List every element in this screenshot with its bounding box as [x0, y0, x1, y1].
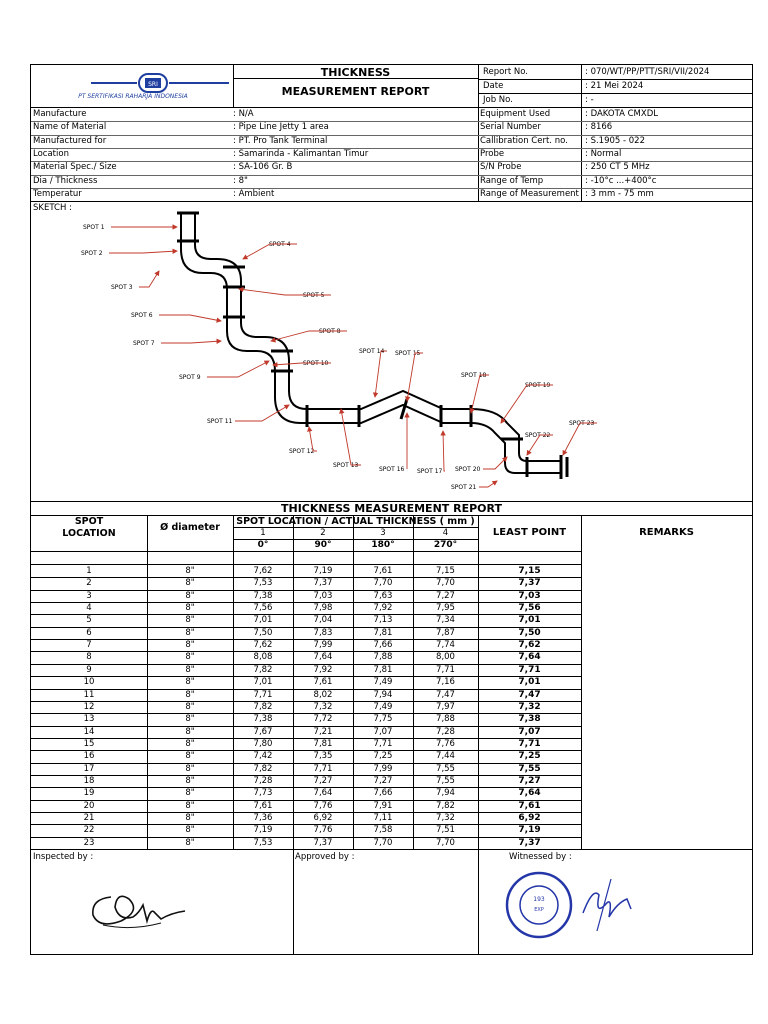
table-cell: 7,98: [313, 603, 333, 614]
table-cell: 12: [83, 701, 95, 712]
table-cell: 7,62: [253, 566, 273, 576]
table-cell: 8": [185, 738, 195, 749]
spot-arrow: [207, 361, 269, 377]
left-info-value: : Ambient: [233, 188, 275, 199]
table-row: [31, 664, 581, 676]
table-cell: 7,70: [373, 837, 393, 848]
table-row: [31, 676, 581, 688]
table-cell: 7,64: [313, 652, 333, 663]
table-cell: 7,99: [373, 763, 393, 774]
table-row: [31, 726, 581, 738]
table-cell: 7,71: [373, 738, 393, 749]
title-line2: MEASUREMENT REPORT: [281, 85, 430, 98]
table-cell: 7,82: [253, 701, 273, 712]
table-cell: 7,01: [253, 677, 273, 688]
table-cell: 8": [185, 837, 195, 848]
table-cell: 7,63: [373, 590, 393, 601]
table-cell: 7,38: [253, 590, 273, 601]
least-point-cell: 7,27: [518, 775, 541, 786]
spot-arrow: [139, 271, 159, 287]
table-cell: 7: [86, 640, 92, 651]
table-cell: 21: [83, 813, 95, 823]
table-cell: 7,61: [253, 800, 273, 811]
table-cell: 8,00: [436, 652, 455, 663]
table-cell: 7,81: [373, 664, 393, 675]
least-point-cell: 7,01: [518, 677, 541, 688]
spot-label: SPOT 6: [131, 312, 153, 319]
table-cell: 7,49: [373, 701, 393, 712]
table-cell: 8": [185, 689, 195, 700]
table-cell: 23: [83, 837, 95, 848]
table-row: [31, 602, 581, 614]
table-cell: 7,28: [436, 726, 455, 737]
right-info-label: S/N Probe: [480, 162, 522, 173]
svg-text:SRI: SRI: [148, 81, 158, 88]
left-info-value: : PT. Pro Tank Terminal: [233, 135, 328, 146]
table-cell: 7,88: [373, 652, 393, 663]
col-spot-2: LOCATION: [62, 528, 116, 539]
spot-arrow: [161, 341, 221, 343]
col-spot-1: SPOT: [74, 516, 104, 527]
table-cell: 6: [86, 627, 92, 638]
spot-label: SPOT 14: [359, 348, 385, 355]
table-cell: 20: [83, 800, 95, 811]
spot-label: SPOT 12: [289, 448, 315, 455]
left-info-label: Material Spec./ Size: [33, 162, 117, 173]
table-cell: 7,82: [253, 763, 273, 774]
table-cell: 7,44: [436, 751, 455, 762]
spot-label: SPOT 13: [333, 462, 359, 469]
table-cell: 7,76: [436, 738, 455, 749]
right-info-label: Callibration Cert. no.: [480, 135, 568, 146]
table-cell: 7,03: [313, 590, 333, 601]
table-cell: 7,97: [436, 701, 455, 712]
header-info-label: Job No.: [483, 95, 513, 105]
table-cell: 3: [86, 590, 92, 601]
spot-label: SPOT 5: [303, 292, 325, 299]
table-cell: 7,32: [436, 813, 455, 823]
left-info-value: : SA-106 Gr. B: [233, 162, 293, 173]
spot-label: SPOT 9: [179, 374, 201, 381]
spot-arrow: [159, 315, 221, 321]
table-cell: 8": [185, 627, 195, 638]
table-row: [31, 800, 581, 812]
table-row: [31, 614, 581, 626]
table-cell: 7,16: [436, 677, 455, 688]
table-row: [31, 738, 581, 750]
col-number: 4: [442, 528, 449, 538]
spot-label: SPOT 23: [569, 420, 595, 427]
right-info-label: Equipment Used: [480, 109, 551, 119]
right-info-value: : DAKOTA CMXDL: [585, 109, 658, 119]
table-cell: 8": [185, 775, 195, 786]
table-cell: 7,82: [436, 800, 455, 811]
least-point-cell: 7,56: [518, 603, 541, 614]
table-cell: 8": [185, 590, 195, 601]
table-row: [31, 577, 581, 589]
table-cell: 8": [185, 640, 195, 651]
table-cell: 7,53: [253, 837, 273, 848]
table-cell: 7,95: [436, 603, 455, 614]
table-cell: 8,08: [253, 652, 273, 663]
table-cell: 7,53: [253, 578, 273, 589]
least-point-cell: 7,71: [518, 738, 541, 749]
table-cell: 4: [86, 603, 92, 614]
company-name: PT SERTIFIKASI RAHARJA INDONESIA: [78, 93, 188, 100]
table-cell: 7,71: [313, 763, 333, 774]
table-cell: 7,58: [373, 825, 393, 836]
table-row: [31, 590, 581, 602]
table-cell: 7,92: [313, 664, 333, 675]
spot-label: SPOT 1: [83, 224, 105, 231]
table-cell: 7,87: [436, 627, 455, 638]
spot-label: SPOT 4: [269, 241, 291, 248]
table-row: [31, 824, 581, 836]
table-cell: 7,75: [373, 714, 393, 725]
least-point-cell: 7,47: [518, 689, 541, 700]
table-cell: 8: [86, 652, 92, 663]
least-point-cell: 7,38: [518, 714, 541, 725]
table-cell: 7,74: [436, 640, 455, 651]
col-group: SPOT LOCATION / ACTUAL THICKNESS ( mm ): [236, 516, 475, 527]
col-least: LEAST POINT: [492, 527, 567, 538]
table-cell: 1: [86, 566, 92, 576]
right-info-label: Probe: [480, 148, 505, 159]
table-cell: 7,71: [436, 664, 455, 675]
table-cell: 7,67: [253, 726, 273, 737]
table-cell: 7,28: [253, 775, 273, 786]
least-point-cell: 7,25: [518, 751, 541, 762]
left-info-label: Location: [33, 148, 69, 159]
table-row: [31, 812, 581, 824]
spot-label: SPOT 11: [207, 418, 233, 425]
least-point-cell: 7,61: [518, 800, 541, 811]
table-cell: 7,34: [436, 615, 455, 626]
spot-arrow: [479, 481, 497, 487]
spot-label: SPOT 10: [303, 360, 329, 367]
table-cell: 8": [185, 566, 195, 576]
table-cell: 8": [185, 813, 195, 823]
table-row: [31, 689, 581, 701]
table-cell: 7,37: [313, 578, 333, 589]
least-point-cell: 7,03: [518, 590, 541, 601]
least-point-cell: 7,32: [518, 701, 541, 712]
table-cell: 7,01: [253, 615, 273, 626]
table-row: [31, 627, 581, 639]
spot-label: SPOT 21: [451, 484, 477, 491]
table-cell: 7,07: [373, 726, 393, 737]
table-cell: 7,88: [436, 714, 455, 725]
header-info-label: Report No.: [483, 67, 528, 77]
table-cell: 11: [83, 689, 95, 700]
table-cell: 8": [185, 677, 195, 688]
col-remarks: REMARKS: [639, 527, 694, 538]
witnessed-by-label: Witnessed by :: [509, 852, 572, 862]
least-point-cell: 7,64: [518, 652, 541, 663]
table-cell: 7,56: [253, 603, 273, 614]
least-point-cell: 7,62: [518, 640, 541, 651]
table-cell: 7,70: [436, 578, 455, 589]
right-info-value: : 250 CT 5 MHz: [585, 162, 650, 173]
header-info-value: : 21 Mei 2024: [585, 81, 644, 91]
table-cell: 8": [185, 751, 195, 762]
spot-label: SPOT 3: [111, 284, 133, 291]
table-cell: 17: [83, 763, 95, 774]
left-info-label: Manufacture: [33, 109, 87, 119]
table-cell: 7,04: [313, 615, 333, 626]
spot-arrow: [501, 385, 553, 423]
least-point-cell: 7,37: [518, 837, 541, 848]
table-cell: 8": [185, 701, 195, 712]
pipe-sketch: [31, 201, 752, 501]
table-cell: 7,15: [436, 566, 455, 576]
table-cell: 7,35: [313, 751, 333, 762]
table-cell: 7,71: [253, 689, 273, 700]
least-point-cell: 7,19: [518, 825, 541, 836]
spot-arrow: [375, 351, 387, 397]
spot-arrow: [109, 251, 177, 253]
pipe-line-drawing: [181, 213, 561, 473]
right-info-value: : Normal: [585, 148, 622, 159]
spot-label: SPOT 19: [525, 382, 551, 389]
left-info-value: : N/A: [233, 109, 254, 119]
table-row: [31, 713, 581, 725]
table-title: THICKNESS MEASUREMENT REPORT: [281, 502, 502, 515]
col-number: 2: [320, 528, 326, 538]
table-cell: 8": [185, 714, 195, 725]
table-cell: 8": [185, 726, 195, 737]
spot-arrow: [563, 423, 597, 455]
table-row: [31, 701, 581, 713]
table-cell: 22: [83, 825, 95, 836]
right-info-value: : 8166: [585, 122, 613, 133]
table-cell: 7,11: [373, 813, 393, 823]
migas-stamp: [501, 865, 641, 945]
table-cell: 7,49: [373, 677, 393, 688]
least-point-cell: 7,37: [518, 578, 541, 589]
inspected-by-label: Inspected by :: [33, 852, 94, 862]
table-cell: 7,66: [373, 788, 393, 799]
table-row: [31, 750, 581, 762]
table-cell: 7,91: [373, 800, 393, 811]
table-cell: 7,27: [373, 775, 393, 786]
table-row: [31, 763, 581, 775]
table-cell: 8": [185, 800, 195, 811]
right-info-label: Range of Temp: [480, 175, 544, 186]
table-cell: 7,61: [373, 566, 393, 576]
left-info-label: Manufactured for: [33, 135, 107, 146]
table-cell: 7,94: [373, 689, 393, 700]
left-info-value: : 8": [233, 175, 248, 186]
table-cell: 19: [83, 788, 95, 799]
right-info-value: : -10°c ...+400°c: [585, 175, 657, 186]
table-cell: 8": [185, 615, 195, 626]
left-info-value: : Pipe Line Jetty 1 area: [233, 122, 329, 133]
table-cell: 8": [185, 603, 195, 614]
table-cell: 7,36: [253, 813, 273, 823]
table-cell: 8": [185, 788, 195, 799]
table-cell: 10: [83, 677, 95, 688]
col-angle: 270°: [433, 540, 458, 550]
table-cell: 8": [185, 664, 195, 675]
col-angle: 180°: [371, 540, 395, 550]
left-info-label: Name of Material: [33, 122, 107, 133]
spot-arrow: [235, 405, 289, 421]
col-angle: 0°: [257, 540, 269, 550]
table-row: [31, 639, 581, 651]
table-row: [31, 775, 581, 787]
svg-text:EXP: EXP: [534, 907, 544, 913]
least-point-cell: 7,55: [518, 763, 541, 774]
table-cell: 7,25: [373, 751, 393, 762]
least-point-cell: 7,71: [518, 664, 541, 675]
table-cell: 7,47: [436, 689, 455, 700]
col-number: 1: [260, 528, 266, 538]
spot-label: SPOT 18: [461, 372, 487, 379]
table-cell: 7,61: [313, 677, 333, 688]
right-info-value: : S.1905 - 022: [585, 135, 645, 146]
header-info-value: : -: [585, 95, 594, 105]
table-cell: 7,70: [373, 578, 393, 589]
spot-arrow: [471, 375, 489, 413]
table-cell: 7,42: [253, 751, 273, 762]
table-cell: 8": [185, 825, 195, 836]
inspector-signature: [81, 877, 201, 937]
table-cell: 7,81: [373, 627, 393, 638]
spot-label: SPOT 7: [133, 340, 155, 347]
table-cell: 7,83: [313, 627, 333, 638]
least-point-cell: 7,64: [518, 788, 541, 799]
spot-label: SPOT 17: [417, 468, 443, 475]
col-angle: 90°: [314, 540, 332, 550]
table-cell: 8,02: [313, 689, 333, 700]
table-cell: 7,37: [313, 837, 333, 848]
right-info-value: : 3 mm - 75 mm: [585, 188, 654, 199]
table-cell: 7,19: [313, 566, 333, 576]
table-cell: 7,27: [313, 775, 333, 786]
table-cell: 7,27: [436, 590, 455, 601]
table-cell: 7,66: [373, 640, 393, 651]
table-cell: 7,72: [313, 714, 333, 725]
table-cell: 7,55: [436, 775, 455, 786]
col-dia: Ø diameter: [160, 522, 220, 533]
header-info-label: Date: [483, 81, 504, 91]
table-cell: 7,76: [313, 800, 333, 811]
least-point-cell: 7,07: [518, 726, 541, 737]
table-cell: 18: [83, 775, 95, 786]
spot-label: SPOT 15: [395, 350, 421, 357]
table-cell: 7,82: [253, 664, 273, 675]
spot-label: SPOT 22: [525, 432, 551, 439]
table-cell: 2: [86, 578, 92, 589]
table-cell: 7,32: [313, 701, 333, 712]
table-row: [31, 565, 581, 577]
table-cell: 7,81: [313, 738, 333, 749]
table-cell: 14: [83, 726, 95, 737]
table-cell: 9: [86, 664, 92, 675]
sketch-label: SKETCH :: [33, 203, 72, 213]
spot-arrow: [483, 457, 507, 469]
spot-label: SPOT 2: [81, 250, 103, 257]
spot-label: SPOT 20: [455, 466, 481, 473]
table-cell: 7,13: [373, 615, 393, 626]
table-cell: 7,62: [253, 640, 273, 651]
table-cell: 15: [83, 738, 95, 749]
svg-text:193: 193: [533, 896, 545, 903]
report-sheet: [30, 64, 753, 955]
table-cell: 7,38: [253, 714, 273, 725]
table-row: [31, 787, 581, 799]
table-cell: 7,94: [436, 788, 455, 799]
right-info-label: Serial Number: [480, 122, 541, 133]
table-cell: 6,92: [313, 813, 333, 823]
least-point-cell: 7,15: [518, 566, 541, 576]
table-cell: 13: [83, 714, 95, 725]
table-cell: 7,73: [253, 788, 273, 799]
table-row: [31, 651, 581, 663]
table-cell: 7,80: [253, 738, 273, 749]
pipe-flanges: [177, 213, 567, 479]
table-cell: 7,50: [253, 627, 273, 638]
spot-label: SPOT 16: [379, 466, 405, 473]
table-cell: 7,51: [436, 825, 455, 836]
spot-label: SPOT 8: [319, 328, 341, 335]
table-cell: 7,64: [313, 788, 333, 799]
col-number: 3: [380, 528, 386, 538]
table-cell: 5: [86, 615, 92, 626]
title-line1: THICKNESS: [320, 66, 391, 79]
table-cell: 7,99: [313, 640, 333, 651]
spot-arrow: [443, 431, 445, 471]
table-cell: 16: [83, 751, 95, 762]
table-cell: 8": [185, 578, 195, 589]
table-cell: 7,92: [373, 603, 393, 614]
table-cell: 7,76: [313, 825, 333, 836]
right-info-label: Range of Measurement: [480, 188, 579, 199]
table-row: [31, 837, 581, 849]
left-info-label: Dia / Thickness: [33, 175, 98, 186]
table-cell: 7,70: [436, 837, 455, 848]
table-cell: 8": [185, 652, 195, 663]
table-cell: 7,55: [436, 763, 455, 774]
table-cell: 7,21: [313, 726, 333, 737]
table-cell: 7,19: [253, 825, 273, 836]
left-info-label: Temperatur: [33, 188, 82, 199]
left-info-value: : Samarinda - Kalimantan Timur: [233, 148, 369, 159]
least-point-cell: 7,50: [518, 627, 541, 638]
approved-by-label: Approved by :: [295, 852, 355, 862]
least-point-cell: 6,92: [518, 813, 541, 823]
least-point-cell: 7,01: [518, 615, 541, 626]
header-info-value: : 070/WT/PP/PTT/SRI/VII/2024: [585, 67, 710, 77]
table-cell: 8": [185, 763, 195, 774]
